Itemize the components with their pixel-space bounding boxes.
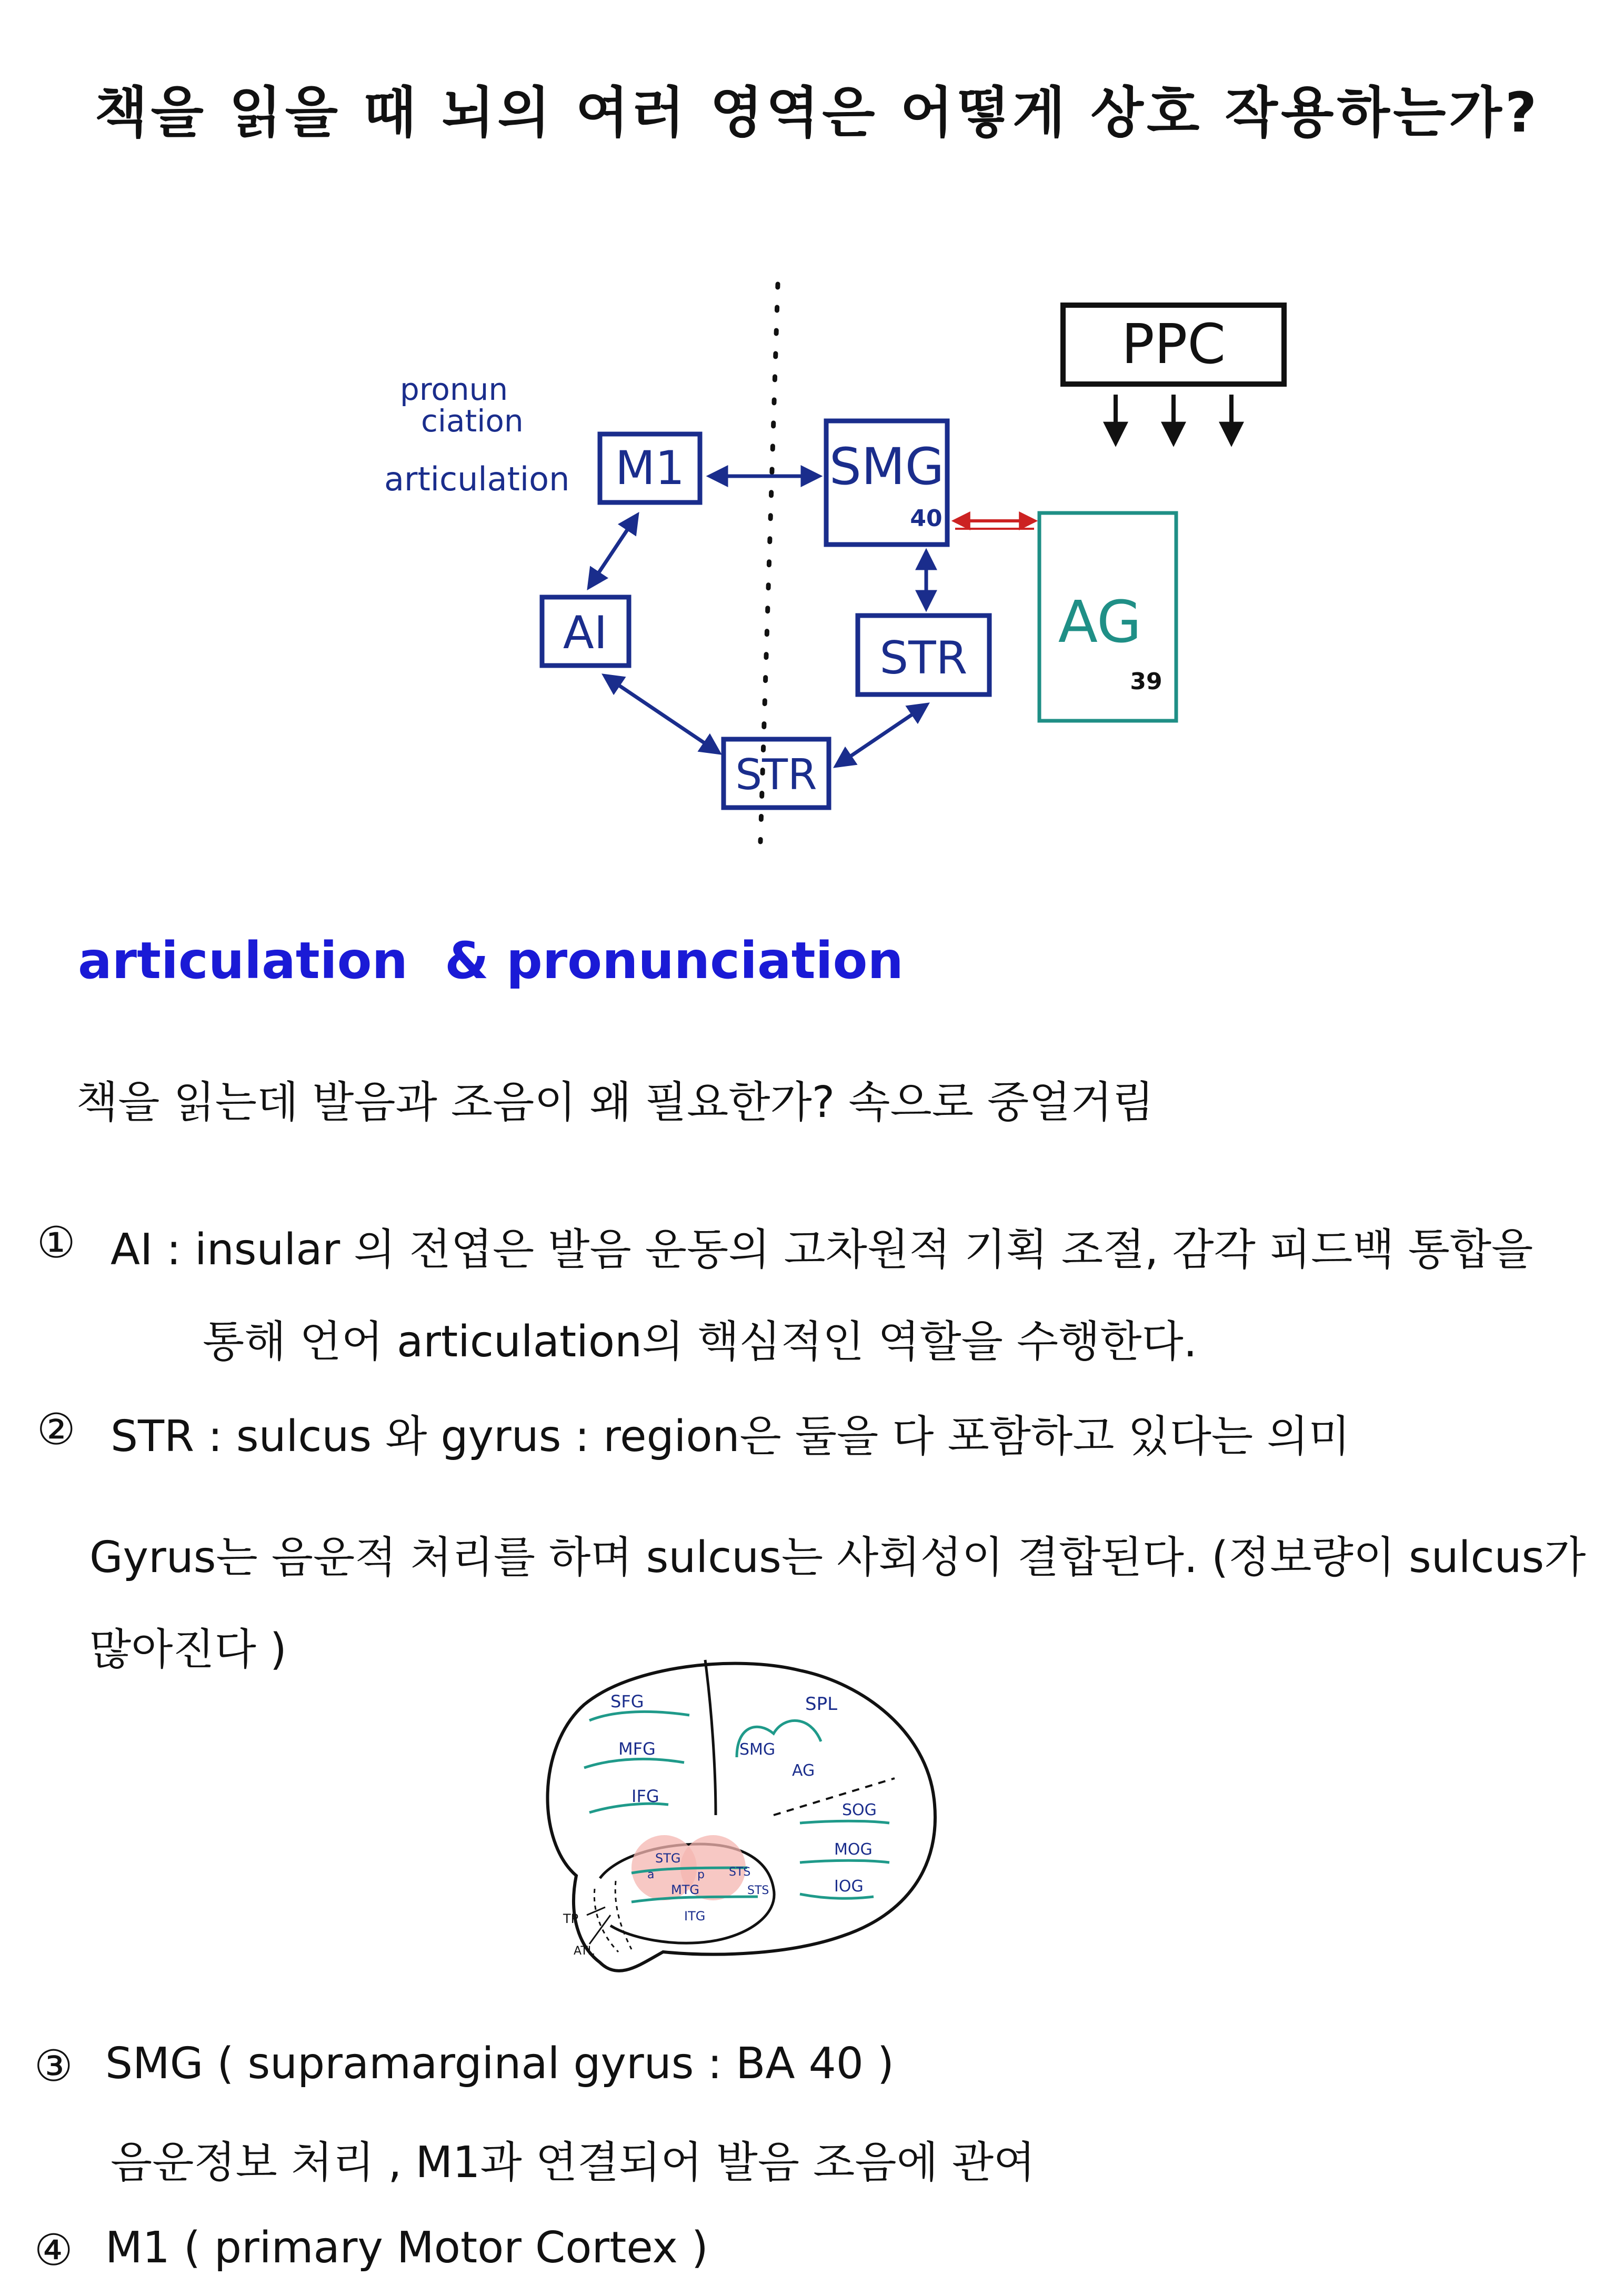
central-sulcus — [705, 1660, 716, 1815]
ai-str-arrow — [605, 676, 718, 752]
ifg-label: IFG — [631, 1786, 659, 1806]
pronunciation-label: pronun — [400, 371, 508, 407]
smg-number: 40 — [910, 505, 943, 532]
ppc-label: PPC — [1121, 312, 1226, 376]
mtg-label: MTG — [671, 1882, 699, 1897]
sog-label: SOG — [842, 1801, 877, 1819]
ag-number: 39 — [1130, 668, 1162, 695]
page-title: 책을 읽을 때 뇌의 여러 영역은 어떻게 상호 작용하는가? — [95, 80, 1540, 145]
m1-label: M1 — [615, 441, 685, 495]
ai-label: AI — [563, 607, 608, 659]
ag-label: AG — [1058, 588, 1142, 656]
gyrus-note-line2: 많아진다 ) — [89, 1625, 287, 1675]
ag-brain-label: AG — [792, 1761, 815, 1780]
brain-outline — [547, 1664, 935, 1971]
str-bottom-label: STR — [735, 750, 817, 799]
m1-ai-arrow — [589, 516, 637, 587]
sts-label-2: STS — [747, 1884, 769, 1897]
intro-text: 책을 읽는데 발음과 조음이 왜 필요한가? 속으로 중얼거림 — [76, 1077, 1154, 1127]
pronunciation-label-2: ciation — [421, 403, 524, 439]
item-3-line1: SMG ( supramarginal gyrus : BA 40 ) — [105, 2039, 895, 2089]
articulation-label: articulation — [384, 460, 570, 498]
item-4-marker: ④ — [34, 2225, 73, 2275]
smg-brain-label: SMG — [739, 1740, 776, 1759]
tp-label: TP — [563, 1911, 579, 1926]
gyrus-note-line1: Gyrus는 음운적 처리를 하며 sulcus는 사회성이 결합된다. (정보량이 sulcus가 — [89, 1533, 1586, 1583]
stg-a-label: a — [647, 1868, 655, 1881]
section-heading — [78, 931, 904, 990]
str-right-label: STR — [879, 632, 968, 684]
mfg-label: MFG — [618, 1739, 656, 1759]
item-3-marker: ③ — [34, 2041, 73, 2091]
stg-label: STG — [655, 1851, 681, 1866]
stg-p-label: p — [697, 1868, 705, 1881]
section-heading-right: & pronunciation — [444, 931, 904, 990]
item-2-marker: ② — [37, 1405, 76, 1455]
item-1-line1: AI : insular 의 전엽은 발음 운동의 고차원적 기획 조절, 감각 피드백 통합을 — [111, 1225, 1533, 1275]
spl-label: SPL — [805, 1694, 838, 1715]
smg-label: SMG — [829, 437, 945, 496]
atl-label: ATL — [574, 1945, 595, 1958]
atl-boundary — [615, 1881, 631, 1949]
item-1-line2: 통해 언어 articulation의 핵심적인 역할을 수행한다. — [203, 1317, 1197, 1367]
sts-label-1: STS — [729, 1866, 751, 1879]
brain-lobe-sketch — [526, 1642, 958, 1994]
item-3-line2: 음운정보 처리 , M1과 연결되어 발음 조음에 관여 — [111, 2138, 1036, 2188]
str-str-arrow — [837, 705, 926, 766]
item-2-line1: STR : sulcus 와 gyrus : region은 둘을 다 포함하고 있다는 의미 — [111, 1412, 1350, 1462]
sfg-label: SFG — [610, 1691, 644, 1711]
item-1-marker: ① — [37, 1218, 76, 1268]
iog-label: IOG — [834, 1877, 864, 1896]
mog-label: MOG — [834, 1840, 873, 1859]
brain-connectivity-diagram — [368, 274, 1316, 863]
item-4-line1: M1 ( primary Motor Cortex ) — [105, 2223, 708, 2273]
itg-label: ITG — [684, 1909, 706, 1924]
section-heading-left: articulation — [78, 931, 408, 990]
